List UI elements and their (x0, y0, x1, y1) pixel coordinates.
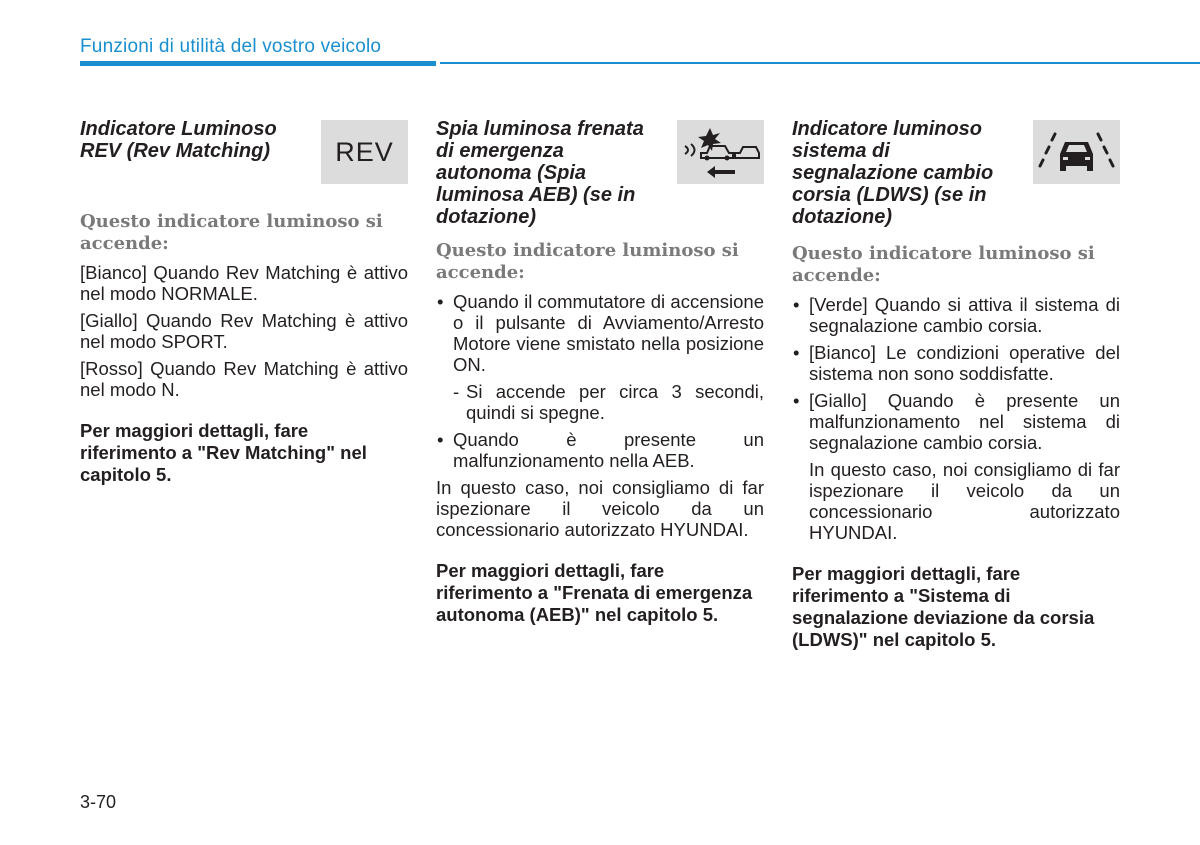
section-lead: Questo indicatore luminoso si accende: (792, 243, 1095, 286)
section-title: Indicatore luminoso sistema di segnalazione cambio corsia (LDWS) (se in dotazione) (792, 118, 994, 228)
bullet-item: • [Bianco] Le condizioni operative del sistema non sono soddisfatte. (792, 342, 1120, 384)
paragraph: [Giallo] Quando Rev Matching è attivo nel modo SPORT. (80, 310, 408, 352)
section-title: Spia luminosa frenata di emergenza autonoma (Spia luminosa AEB) (se in dotazione) (436, 118, 644, 228)
section-header (792, 118, 1120, 243)
header-rule-thick (80, 61, 436, 66)
reference-note: Per maggiori dettagli, fare riferimento a "Frenata di emergenza autonoma (AEB)" nel capitolo 5. (436, 560, 753, 625)
paragraph: In questo caso, noi consigliamo di far ispezionare il veicolo da un concessionario autorizzato HYUNDAI. (436, 477, 764, 540)
section-title: Indicatore Luminoso REV (Rev Matching) (80, 118, 277, 162)
section-lead: Questo indicatore luminoso si accende: (436, 240, 739, 283)
paragraph: [Rosso] Quando Rev Matching è attivo nel modo N. (80, 358, 408, 400)
section-aeb (436, 118, 764, 626)
paragraph: [Bianco] Quando Rev Matching è attivo nel modo NORMALE. (80, 262, 408, 304)
page-number: 3-70 (80, 792, 117, 812)
reference-note: Per maggiori dettagli, fare riferimento a "Sistema di segnalazione deviazione da corsia (LDWS)" nel capitolo 5. (792, 563, 1095, 650)
section-lead: Questo indicatore luminoso si accende: (80, 211, 383, 254)
aeb-icon-graphic (677, 120, 764, 184)
page-header-title: Funzioni di utilità del vostro veicolo (80, 36, 382, 57)
header-rule-thin (440, 62, 1200, 64)
section-ldws (792, 118, 1120, 651)
dash-item: - Si accende per circa 3 secondi, quindi si spegne. (436, 381, 764, 423)
ldws-indicator-icon (1033, 120, 1120, 184)
rev-icon-label: REV (335, 136, 394, 167)
bullet-item: • Quando il commutatore di accensione o il pulsante di Avviamento/Arresto Motore viene smistato nella posizione ON. (436, 291, 764, 375)
section-header (436, 118, 764, 240)
paragraph: In questo caso, noi consigliamo di far ispezionare il veicolo da un concessionario autorizzato HYUNDAI. (809, 459, 1120, 543)
reference-note: Per maggiori dettagli, fare riferimento a "Rev Matching" nel capitolo 5. (80, 420, 367, 485)
section-rev-matching (80, 118, 408, 486)
aeb-warning-icon (677, 120, 764, 184)
bullet-item: • [Giallo] Quando è presente un malfunzionamento nel sistema di segnalazione cambio corsia. (792, 390, 1120, 453)
bullet-item: • [Verde] Quando si attiva il sistema di segnalazione cambio corsia. (792, 294, 1120, 336)
bullet-item: • Quando è presente un malfunzionamento nella AEB. (436, 429, 764, 471)
rev-indicator-icon (321, 120, 408, 184)
section-header (80, 118, 408, 211)
ldws-icon-graphic (1033, 120, 1120, 184)
